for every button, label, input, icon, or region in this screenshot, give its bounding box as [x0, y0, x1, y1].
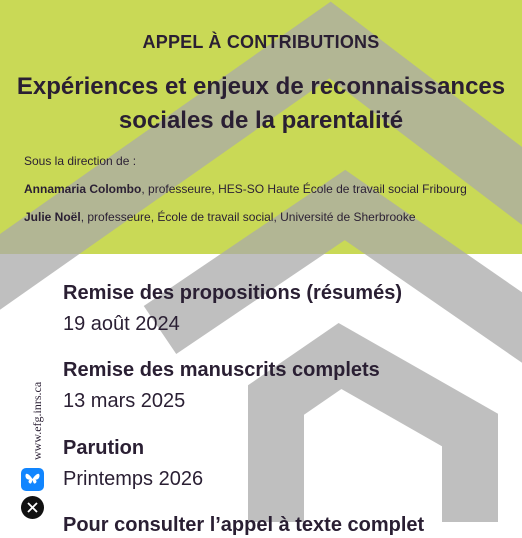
full-call-label[interactable]: Pour consulter l’appel à texte complet	[63, 514, 425, 536]
deadline-date: 13 mars 2025	[63, 390, 186, 412]
title-line-1: Expériences et enjeux de reconnaissances	[16, 73, 506, 100]
call-for-papers-eyebrow: APPEL À CONTRIBUTIONS	[142, 32, 380, 52]
deadline-label: Remise des propositions (résumés)	[63, 282, 402, 304]
website-url[interactable]: www.efg.inrs.ca	[30, 381, 44, 460]
deadline-label: Remise des manuscrits complets	[63, 359, 380, 381]
deadline-label: Parution	[63, 437, 145, 459]
page-title	[0, 70, 522, 138]
editor-2-affiliation: , professeure, École de travail social, Université de Sherbrooke	[80, 210, 416, 224]
deadline-publication	[63, 435, 203, 493]
editor-2-name: Julie Noël	[24, 210, 81, 224]
editor-1-affiliation: , professeure, HES-SO Haute École de travail social Fribourg	[141, 182, 467, 196]
direction-label: Sous la direction de :	[24, 154, 137, 168]
deadline-proposals	[63, 280, 402, 338]
full-call-link-section	[63, 512, 424, 538]
deadline-date: Printemps 2026	[63, 468, 204, 490]
editor-2	[24, 210, 416, 224]
x-icon[interactable]	[21, 496, 44, 519]
bluesky-icon[interactable]	[21, 468, 44, 491]
title-line-2: sociales de la parentalité	[118, 107, 404, 134]
editor-1-name: Annamaria Colombo	[24, 182, 142, 196]
editor-1	[24, 182, 467, 196]
deadline-manuscripts	[63, 357, 380, 415]
deadline-date: 19 août 2024	[63, 313, 180, 335]
